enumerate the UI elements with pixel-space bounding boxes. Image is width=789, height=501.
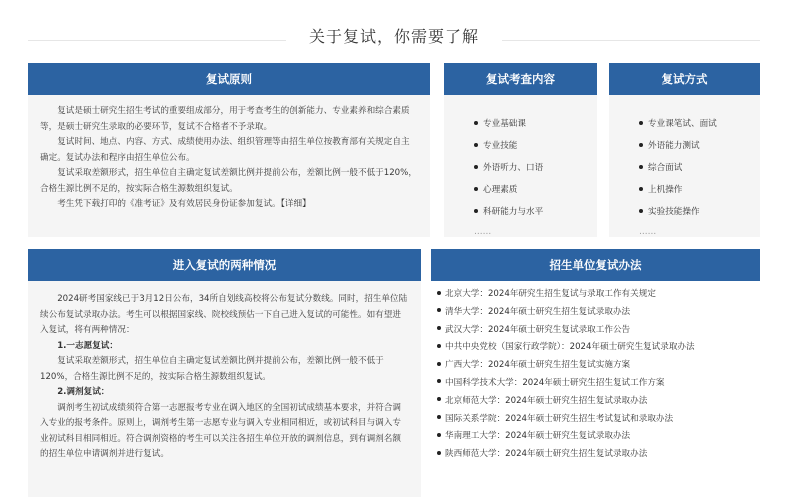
page-title: 关于复试，你需要了解 — [308, 27, 479, 46]
principles-title: 复试原则 — [28, 63, 430, 95]
bullet-icon — [437, 397, 441, 401]
principles-paragraph: 复试采取差额形式，招生单位自主确定复试差额比例并提前公布，差额比例一般不低于120%，合格生源比例不足的，按实际合格生源数组织复试。 — [40, 168, 417, 194]
bullet-icon — [437, 326, 441, 330]
list-item[interactable] — [437, 428, 760, 446]
list-item[interactable] — [437, 322, 760, 340]
bullet-icon — [639, 143, 643, 147]
office-link[interactable]: 华南理工大学：2024年硕士研究生复试录取办法 — [445, 431, 631, 442]
section-header — [28, 22, 760, 48]
list-item: 专业基础课 — [474, 113, 597, 135]
bullet-icon — [437, 451, 441, 455]
case1-title: 1.一志愿复试： — [57, 340, 118, 351]
list-item[interactable] — [437, 375, 760, 393]
bullet-icon — [437, 344, 441, 348]
bullet-icon — [474, 187, 478, 191]
principles-last-text: 考生凭下载打印的《准考证》及有效居民身份证参加复试。 — [57, 199, 281, 209]
principles-panel — [28, 63, 430, 237]
bullet-icon — [437, 415, 441, 419]
bullet-icon — [639, 121, 643, 125]
office-link[interactable]: 国际关系学院：2024年硕士研究生招生考试复试和录取办法 — [445, 413, 674, 424]
office-link[interactable]: 中共中央党校（国家行政学院）：2024年硕士研究生复试录取办法 — [445, 342, 695, 353]
list-item[interactable] — [437, 393, 760, 411]
bullet-icon — [474, 165, 478, 169]
case2-title: 2.调剂复试： — [57, 387, 110, 397]
case1-text: 复试采取差额形式，招生单位自主确定复试差额比例并提前公布，差额比例一般不低于120%，合格生源比例不足的，按实际合格生源数组织复试。 — [40, 356, 384, 382]
offices-title: 招生单位复试办法 — [431, 249, 760, 281]
content-panel — [444, 63, 597, 237]
office-link[interactable]: 广西大学：2024年硕士研究生招生复试实施方案 — [445, 360, 631, 371]
bullet-icon — [437, 379, 441, 383]
office-link[interactable]: 陕西师范大学：2024年硕士研究生招生复试录取办法 — [445, 449, 648, 460]
situations-body — [28, 281, 421, 463]
list-item: 上机操作 — [639, 179, 760, 201]
content-list — [444, 95, 597, 241]
list-item: 专业课笔试、面试 — [639, 113, 760, 135]
detail-link[interactable]: 【详细】 — [280, 199, 311, 209]
situations-title: 进入复试的两种情况 — [28, 249, 421, 281]
office-link[interactable]: 清华大学：2024年硕士研究生招生复试录取办法 — [445, 306, 631, 317]
principles-paragraph-last — [40, 197, 418, 213]
methods-panel — [609, 63, 760, 237]
bullet-icon — [437, 433, 441, 437]
principles-body — [28, 95, 430, 213]
bullet-icon — [437, 291, 441, 295]
more-indicator: …… — [474, 227, 492, 237]
content-title: 复试考查内容 — [444, 63, 597, 95]
situations-panel — [28, 249, 421, 497]
office-link[interactable]: 武汉大学：2024年硕士研究生复试录取工作公告 — [445, 324, 631, 335]
list-item[interactable] — [437, 411, 760, 429]
list-item: 专业技能 — [474, 135, 597, 157]
list-item: 实验技能操作 — [639, 201, 760, 223]
case2-text: 调剂考生初试成绩须符合第一志愿报考专业在调入地区的全国初试成绩基本要求，并符合调入专业的报考条件。原则上，调剂考生第一志愿专业与调入专业相同相近，或初试科目与调入专业初试科目相同相近。符合调剂资格的考生可以关注各招生单位开放的调剂信息，到有调剂名额的招生单位申请调剂并进行复试。 — [40, 402, 401, 459]
office-link[interactable]: 中国科学技术大学：2024年硕士研究生招生复试工作方案 — [445, 377, 665, 388]
methods-list — [609, 95, 760, 241]
principles-paragraph: 复试是硕士研究生招生考试的重要组成部分，用于考查考生的创新能力、专业素养和综合素质等，是硕士研究生录取的必要环节，复试不合格者不予录取。 — [40, 106, 410, 132]
bullet-icon — [474, 209, 478, 213]
bullet-icon — [639, 187, 643, 191]
list-item[interactable] — [437, 286, 760, 304]
list-item: 心理素质 — [474, 179, 597, 201]
office-link[interactable]: 北京师范大学：2024年硕士研究生招生复试录取办法 — [445, 395, 648, 406]
more-indicator: …… — [639, 227, 657, 237]
methods-title: 复试方式 — [609, 63, 760, 95]
principles-paragraph: 复试时间、地点、内容、方式、成绩使用办法、组织管理等由招生单位按教育部有关规定自主确定。复试办法和程序由招生单位公布。 — [40, 137, 410, 163]
title-divider-left — [28, 40, 286, 41]
list-item: 综合面试 — [639, 157, 760, 179]
bullet-icon — [437, 308, 441, 312]
offices-list — [431, 281, 760, 464]
bullet-icon — [639, 209, 643, 213]
bullet-icon — [639, 165, 643, 169]
list-item[interactable] — [437, 446, 760, 464]
office-link[interactable]: 北京大学：2024年研究生招生复试与录取工作有关规定 — [445, 289, 656, 299]
bullet-icon — [474, 121, 478, 125]
list-item[interactable] — [437, 339, 760, 357]
list-item[interactable] — [437, 304, 760, 322]
list-item[interactable] — [437, 357, 760, 375]
list-item: 科研能力与水平 — [474, 201, 597, 223]
list-item: 外语听力、口语 — [474, 157, 597, 179]
bullet-icon — [437, 362, 441, 366]
list-item: 外语能力测试 — [639, 135, 760, 157]
situations-intro: 2024研考国家线已于3月12日公布，34所自划线高校将公布复试分数线。同时，招生单位陆续公布复试录取办法。考生可以根据国家线、院校线预估一下自己进入复试的可能性。如有望进入复试，将有两种情况： — [40, 294, 408, 335]
offices-panel — [431, 249, 760, 497]
bullet-icon — [474, 143, 478, 147]
title-divider-right — [502, 40, 760, 41]
